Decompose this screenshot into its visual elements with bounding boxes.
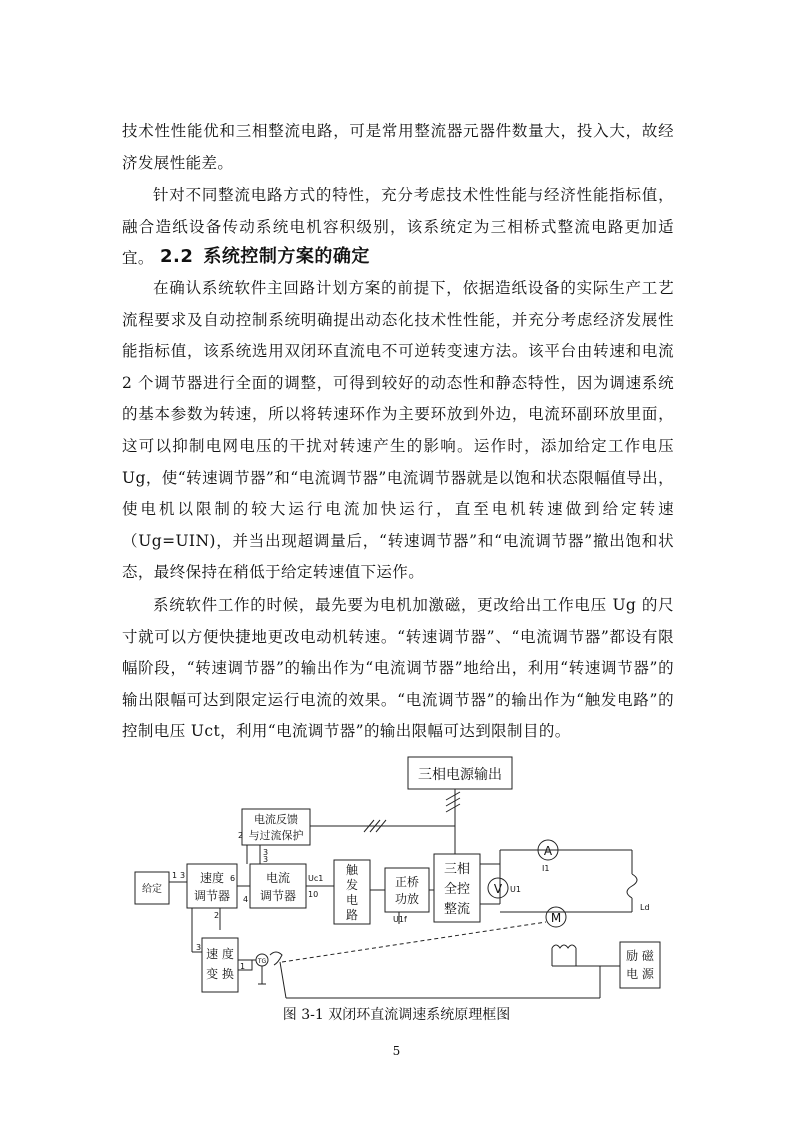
- terminal-label: 3: [263, 848, 269, 857]
- current-regulator-label-2: 调节器: [259, 889, 297, 903]
- rectifier-label-1: 三相: [443, 862, 471, 877]
- speed-converter-label-1: 速 度: [206, 947, 234, 961]
- speed-regulator-label-2: 调节器: [193, 889, 231, 903]
- field-coil-symbol: [552, 945, 576, 948]
- paragraph-1: 技术性性能优和三相整流电路，可是常用整流器元器件数量大，投入大，故经济发展性能差。: [122, 122, 674, 172]
- terminal-label: 1: [172, 871, 178, 880]
- speed-regulator-label-1: 速度: [199, 871, 225, 885]
- u1-label: U1: [510, 885, 521, 894]
- rectifier-label-3: 整流: [443, 902, 471, 917]
- trigger-label-1: 触: [345, 863, 359, 877]
- trigger-label-3: 电: [345, 893, 359, 907]
- section-number: 2.2: [160, 246, 194, 267]
- paragraph-4: 系统软件工作的时候，最先要为电机加激磁，更改给出工作电压 Ug 的尺寸就可以方便快捷地更改电动机转速。“转速调节器”、“电流调节器”都设有限幅阶段，“转速调节器”的输出作为“电流调节器”地给出，利用“转速调节器”的输出限幅可达到限定运行电流的效果。“电流调节器”的输出作为“触发电路”的控制电压 Uct，利用“电流调节器”的输出限幅可达到限制目的。: [122, 596, 674, 741]
- power-supply-label: 三相电源输出: [418, 767, 502, 783]
- amplifier-label-2: 功放: [394, 892, 420, 906]
- uct-label: Uc1: [308, 874, 324, 883]
- current-regulator-label-1: 电流: [265, 871, 291, 885]
- control-system-block-diagram: [120, 752, 680, 1010]
- excitation-label-1: 励 磁: [626, 949, 654, 963]
- tachogenerator-label: TG: [257, 958, 267, 965]
- terminal-label: 3: [180, 871, 186, 880]
- terminal-label: 6: [230, 874, 236, 883]
- paragraph-3: 在确认系统软件主回路计划方案的前提下，依据造纸设备的实际生产工艺流程要求及自动控制系统明确提出动态化技术性性能，并充分考虑经济发展性能指标值，该系统选用双闭环直流电不可逆转变速方法。该平台由转速和电流 2 个调节器进行全面的调整，可得到较好的动态性和静态特性，因为调速系统的基本参数为转速，所以将转速环作为主要环放到外边，电流环副环放里面，这可以抑制电网电压的干扰对转速产生的影响。运作时，添加给定工作电压 Ug，使“转速调节器”和“电流调节器”电流调节器就是以饱和状态限幅值导出，使电机以限制的较大运行电流加快运行，直至电机转速做到给定转速（Ug=UIN)，并当出现超调量后，“转速调节器”和“电流调节器”撤出饱和状态，最终保持在稍低于给定转速值下运作。: [122, 279, 674, 582]
- terminal-label: 2: [238, 831, 244, 840]
- voltmeter-label: V: [493, 882, 503, 896]
- motor-label: M: [550, 911, 562, 925]
- excitation-label-2: 电 源: [626, 967, 654, 981]
- section-heading: [160, 242, 370, 268]
- trigger-label-4: 路: [345, 908, 359, 922]
- terminal-label: 1: [240, 962, 246, 971]
- rectifier-label-2: 全控: [443, 882, 471, 897]
- ld-label: Ld: [640, 903, 650, 912]
- ammeter-label: A: [543, 844, 553, 858]
- ulf-label: U1f: [393, 915, 407, 924]
- setpoint-label: 给定: [142, 884, 162, 895]
- page-number: 5: [392, 1044, 401, 1058]
- section-title: 系统控制方案的确定: [203, 246, 370, 267]
- figure-caption: 图 3-1 双闭环直流调速系统原理框图: [282, 1007, 511, 1023]
- terminal-label: 3: [196, 943, 202, 952]
- terminal-label: 3: [263, 855, 269, 864]
- paragraph-2: 针对不同整流电路方式的特性，充分考虑技术性性能与经济性能指标值，融合造纸设备传动系统电机容积级别，该系统定为三相桥式整流电路更加适宜。: [122, 186, 674, 268]
- feedback-label-2: 与过流保护: [248, 829, 304, 842]
- terminal-label: 4: [243, 895, 249, 904]
- amplifier-label-1: 正桥: [394, 875, 420, 889]
- terminal-label: 10: [308, 890, 319, 899]
- inductor-symbol: [627, 874, 637, 898]
- speed-converter-label-2: 变 换: [206, 967, 234, 981]
- i1-label: I1: [542, 864, 550, 873]
- trigger-label-2: 发: [345, 878, 359, 892]
- feedback-label-1: 电流反馈: [254, 813, 298, 826]
- terminal-label: 2: [214, 911, 220, 920]
